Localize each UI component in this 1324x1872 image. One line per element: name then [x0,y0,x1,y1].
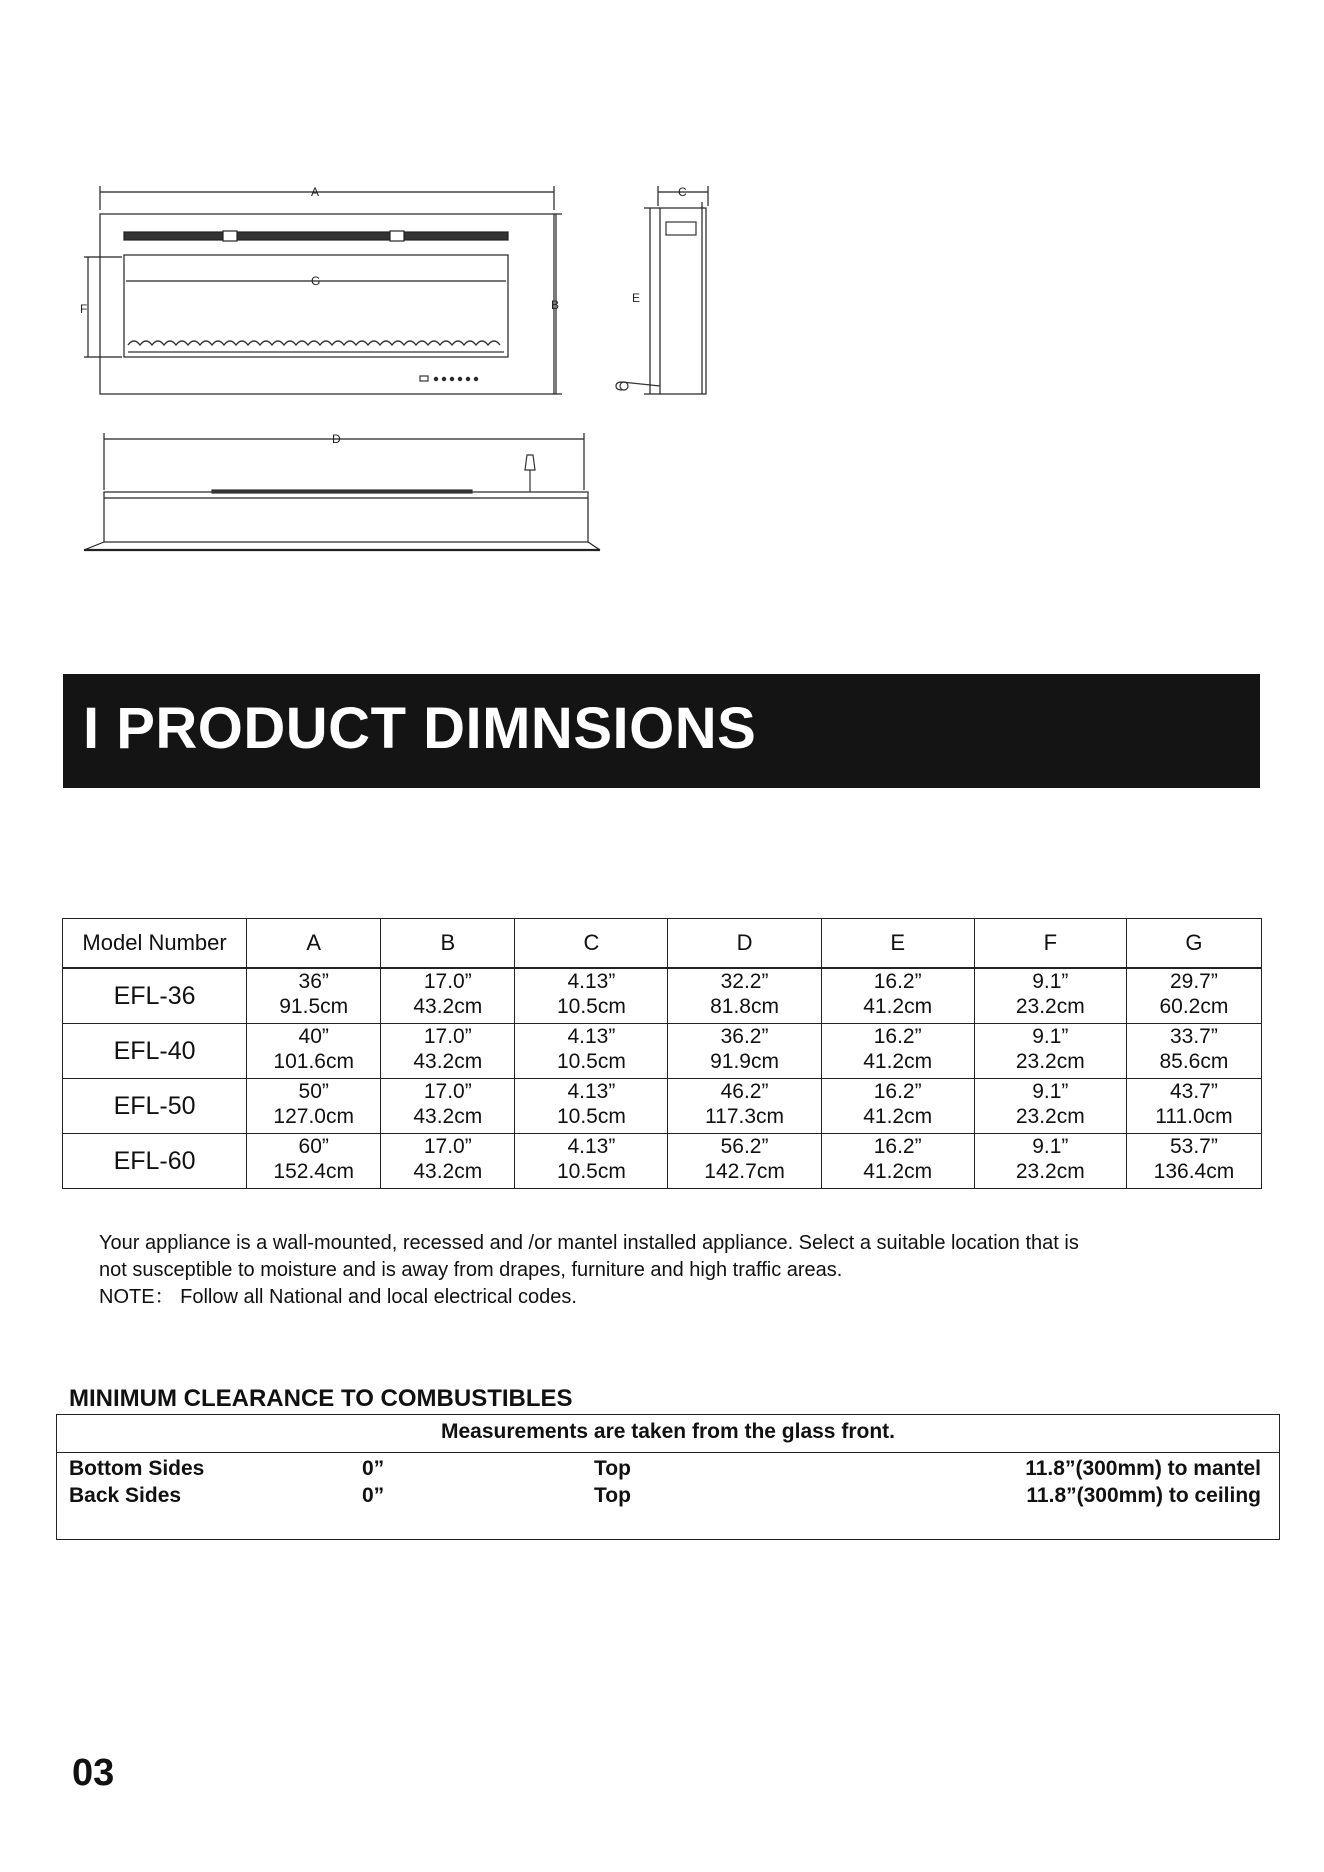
cell-b [381,1134,515,1189]
label-e: E [632,291,641,305]
value-inch: 17.0” [423,1025,472,1048]
cell-b [381,968,515,1024]
clearance-value-2: 11.8”(300mm) to ceiling [1026,1484,1261,1507]
clearance-subtitle: Measurements are taken from the glass front. [57,1415,1279,1453]
vent-strip [124,232,508,240]
value-inch: 36” [298,970,329,993]
cell-f [974,1079,1126,1134]
value-cm: 23.2cm [1015,1050,1085,1073]
table-row [63,1134,1262,1189]
col-header-f: F [974,919,1126,969]
cell-b [381,1024,515,1079]
value-cm: 41.2cm [863,1050,933,1073]
value-cm: 41.2cm [863,995,933,1018]
cell-g [1126,1024,1261,1079]
cell-f [974,1024,1126,1079]
dimensions-table [62,918,1262,1189]
cell-a [247,1024,381,1079]
note-line: NOTE： Follow all National and local electrical codes. [99,1286,577,1308]
clearance-row [57,1457,1279,1484]
value-cm: 111.0cm [1155,1105,1233,1128]
value-cm: 10.5cm [556,995,626,1018]
section-banner [63,674,1260,788]
value-inch: 43.7” [1169,1080,1218,1103]
side-view-frame [660,208,706,394]
value-cm: 10.5cm [556,1050,626,1073]
value-cm: 81.8cm [710,995,779,1018]
col-header-model: Model Number [63,919,247,969]
label-g: G [311,274,321,288]
value-inch: 4.13” [567,1135,616,1158]
value-inch: 50” [298,1080,329,1103]
value-inch: 32.2” [720,970,769,993]
cell-c [515,1079,668,1134]
value-inch: 9.1” [1032,1025,1069,1048]
cell-d [668,1024,821,1079]
value-cm: 23.2cm [1015,1160,1085,1183]
col-header-e: E [821,919,974,969]
value-cm: 127.0cm [273,1105,354,1128]
value-cm: 41.2cm [863,1160,933,1183]
value-inch: 46.2” [720,1080,769,1103]
clearance-box [56,1414,1280,1540]
value-cm: 23.2cm [1015,1105,1085,1128]
col-header-d: D [668,919,821,969]
value-cm: 43.2cm [413,1105,483,1128]
value-inch: 9.1” [1032,1080,1069,1103]
clearance-title: MINIMUM CLEARANCE TO COMBUSTIBLES [69,1385,573,1412]
col-header-b: B [381,919,515,969]
cell-d [668,968,821,1024]
cell-c [515,1024,668,1079]
value-inch: 17.0” [423,1135,472,1158]
value-inch: 40” [298,1025,329,1048]
clearance-label: Back Sides [69,1484,182,1507]
cell-f [974,1134,1126,1189]
value-cm: 85.6cm [1159,1050,1229,1073]
table-row [63,968,1262,1024]
table-header-row [63,919,1262,969]
col-header-c: C [515,919,668,969]
value-cm: 10.5cm [556,1160,626,1183]
value-inch: 16.2” [873,1025,922,1048]
value-cm: 43.2cm [413,1050,483,1073]
value-inch: 17.0” [423,1080,472,1103]
label-d: D [332,432,341,446]
value-inch: 33.7” [1169,1025,1218,1048]
dimension-diagram [0,0,760,580]
value-cm: 152.4cm [273,1160,354,1183]
value-inch: 60” [298,1135,329,1158]
value-inch: 29.7” [1169,970,1218,993]
col-header-g: G [1126,919,1261,969]
cell-a [247,968,381,1024]
value-cm: 23.2cm [1015,995,1085,1018]
model-cell: EFL-36 [63,968,247,1024]
page-number: 03 [72,1752,115,1794]
clearance-value: 0” [362,1457,385,1480]
value-cm: 136.4cm [1153,1160,1235,1183]
label-c: C [678,185,687,199]
value-inch: 4.13” [567,970,616,993]
note-line: Your appliance is a wall-mounted, recessed and /or mantel installed appliance. Select a suitable location that is [99,1232,1079,1254]
cell-c [515,968,668,1024]
value-cm: 117.3cm [705,1105,785,1128]
value-cm: 43.2cm [413,995,483,1018]
cell-c [515,1134,668,1189]
label-f: F [80,302,88,316]
value-inch: 4.13” [567,1080,616,1103]
table-row [63,1079,1262,1134]
label-a: A [311,185,320,199]
clearance-value: 0” [362,1484,385,1507]
cell-b [381,1079,515,1134]
clearance-label: Bottom Sides [69,1457,205,1480]
cell-e [821,1134,974,1189]
section-title: I PRODUCT DIMNSIONS [83,696,757,761]
value-inch: 4.13” [567,1025,616,1048]
value-cm: 101.6cm [273,1050,354,1073]
cell-e [821,1079,974,1134]
table-row [63,1024,1262,1079]
cell-a [247,1079,381,1134]
value-inch: 9.1” [1032,970,1069,993]
cell-a [247,1134,381,1189]
cell-e [821,968,974,1024]
cell-d [668,1134,821,1189]
cell-e [821,1024,974,1079]
value-inch: 16.2” [873,970,922,993]
value-inch: 36.2” [720,1025,769,1048]
value-cm: 43.2cm [413,1160,483,1183]
value-inch: 16.2” [873,1135,922,1158]
label-b: B [551,298,560,312]
model-cell: EFL-60 [63,1134,247,1189]
value-cm: 91.5cm [279,995,349,1018]
value-cm: 10.5cm [556,1105,626,1128]
cell-g [1126,968,1261,1024]
col-header-a: A [247,919,381,969]
model-cell: EFL-40 [63,1024,247,1079]
clearance-label-2: Top [594,1457,631,1480]
value-inch: 56.2” [720,1135,769,1158]
value-inch: 53.7” [1169,1135,1218,1158]
model-cell: EFL-50 [63,1079,247,1134]
cell-g [1126,1079,1261,1134]
cell-d [668,1079,821,1134]
clearance-value-2: 11.8”(300mm) to mantel [1025,1457,1261,1480]
value-cm: 41.2cm [863,1105,933,1128]
value-cm: 91.9cm [710,1050,779,1073]
cell-f [974,968,1126,1024]
clearance-label-2: Top [594,1484,631,1507]
installation-notes [99,1230,1249,1311]
cell-g [1126,1134,1261,1189]
value-inch: 17.0” [423,970,472,993]
value-cm: 142.7cm [704,1160,785,1183]
clearance-row [57,1484,1279,1511]
top-view-frame [104,492,588,542]
front-view-frame [100,214,554,394]
value-cm: 60.2cm [1159,995,1229,1018]
value-inch: 9.1” [1032,1135,1069,1158]
value-inch: 16.2” [873,1080,922,1103]
log-bed [128,341,500,345]
note-line: not susceptible to moisture and is away from drapes, furniture and high traffic areas. [99,1259,843,1281]
